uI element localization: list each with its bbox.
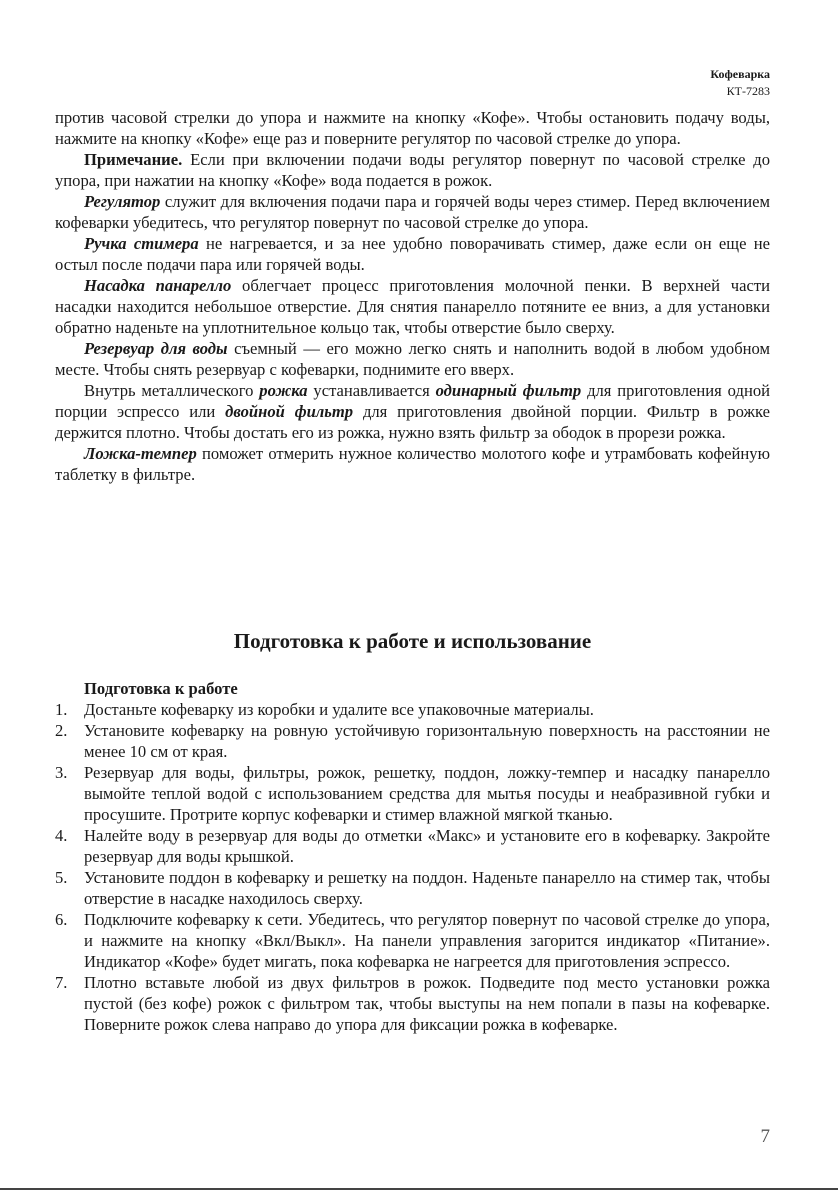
step-number: 3. [55, 763, 68, 782]
list-item [55, 909, 770, 972]
note-label: Примечание. [84, 150, 183, 169]
paragraph-text: Если при включении подачи воды регулятор повернут по часовой стрелке до упора, при нажатии на кнопку «Кофе» вода подается в рожок. [55, 150, 770, 190]
step-text: Налейте воду в резервуар для воды до отметки «Макс» и установите его в кофеварку. Закройте резервуар для воды крышкой. [84, 826, 770, 866]
term: одинарный фильтр [435, 381, 582, 400]
subsection-title: Подготовка к работе [84, 679, 238, 698]
paragraph-text: поможет отмерить нужное количество молотого кофе и утрамбовать кофейную таблетку в фильтре. [55, 444, 770, 484]
list-item [55, 699, 770, 720]
paragraph-text: облегчает процесс приготовления молочной пенки. В верхней части насадки находится небольшое отверстие. Для снятия панарелло потяните ее вниз, а для установки обратно наденьте на уплотнительное кольцо так, чтобы отверстие было сверху. [55, 276, 770, 337]
page-header [710, 66, 770, 100]
paragraph [55, 233, 770, 275]
term: Насадка панарелло [84, 276, 232, 295]
paragraph-text: против часовой стрелки до упора и нажмите на кнопку «Кофе». Чтобы остановить подачу воды, нажмите на кнопку «Кофе» еще раз и поверните регулятор по часовой стрелке до упора. [55, 108, 770, 148]
step-number: 4. [55, 826, 68, 845]
paragraph-text: съемный — его можно легко снять и наполнить водой в любом удобном месте. Чтобы снять резервуар с кофеварки, поднимите его вверх. [55, 339, 770, 379]
step-text: Подключите кофеварку к сети. Убедитесь, что регулятор повернут по часовой стрелке до упора, и нажмите на кнопку «Вкл/Выкл». На панели управления загорится индикатор «Питание». Индикатор «Кофе» будет мигать, пока кофеварка не нагреется для приготовления эспрессо. [84, 910, 770, 971]
step-number: 1. [55, 700, 68, 719]
step-number: 6. [55, 910, 68, 929]
list-item [55, 972, 770, 1035]
header-model: КТ-7283 [726, 84, 770, 98]
step-text: Достаньте кофеварку из коробки и удалите все упаковочные материалы. [84, 700, 594, 719]
term: Ложка-темпер [84, 444, 197, 463]
step-text: Установите кофеварку на ровную устойчивую горизонтальную поверхность на расстоянии не менее 10 см от края. [84, 721, 770, 761]
step-text: Плотно вставьте любой из двух фильтров в рожок. Подведите под место установки рожка пустой (без кофе) рожок с фильтром так, чтобы выступы на нем попали в пазы на кофеварке. Поверните рожок слева направо до упора для фиксации рожка в кофеварке. [84, 973, 770, 1034]
steps-list [55, 699, 770, 1035]
paragraph-text: Внутрь металлического [84, 381, 260, 400]
paragraph [55, 443, 770, 485]
section-title: Подготовка к работе и использование [233, 629, 592, 653]
list-item [55, 762, 770, 825]
term: двойной фильтр [225, 402, 354, 421]
step-number: 7. [55, 973, 68, 992]
header-product: Кофеварка [710, 67, 770, 81]
paragraph-text: для приготовления одной порции эспрессо или [55, 381, 771, 421]
page-bottom-edge [0, 1188, 838, 1190]
paragraph [55, 191, 770, 233]
step-text: Установите поддон в кофеварку и решетку на поддон. Наденьте панарелло на стимер так, чтобы отверстие в насадке находилось сверху. [84, 868, 770, 908]
paragraph-text: служит для включения подачи пара и горячей воды через стимер. Перед включением кофеварки убедитесь, что регулятор повернут по часовой стрелке до упора. [55, 192, 770, 232]
paragraph [55, 149, 770, 191]
list-item [55, 825, 770, 867]
paragraph [55, 275, 770, 338]
preparation-section [55, 678, 770, 1035]
step-text: Резервуар для воды, фильтры, рожок, решетку, поддон, ложку-темпер и насадку панарелло вымойте теплой водой с использованием средства для мытья посуды и неабразивной губки и просушите. Протрите корпус кофеварки и стимер влажной мягкой тканью. [84, 763, 770, 824]
list-item [55, 720, 770, 762]
step-number: 5. [55, 868, 68, 887]
page-number: 7 [760, 1126, 770, 1147]
term: рожка [259, 381, 308, 400]
paragraph [55, 380, 770, 443]
body-text [55, 107, 770, 485]
paragraph [55, 107, 770, 149]
term: Регулятор [84, 192, 161, 211]
paragraph-text: устанавливается [307, 381, 436, 400]
step-number: 2. [55, 721, 68, 740]
paragraph-text: не нагревается, и за нее удобно поворачивать стимер, даже если он еще не остыл после подачи пара или горячей воды. [55, 234, 770, 274]
paragraph-text: для приготовления двойной порции. Фильтр в рожке держится плотно. Чтобы достать его из рожка, нужно взять фильтр за ободок в прорези рожка. [55, 402, 770, 442]
list-item [55, 867, 770, 909]
paragraph [55, 338, 770, 380]
term: Резервуар для воды [84, 339, 228, 358]
term: Ручка стимера [84, 234, 199, 253]
